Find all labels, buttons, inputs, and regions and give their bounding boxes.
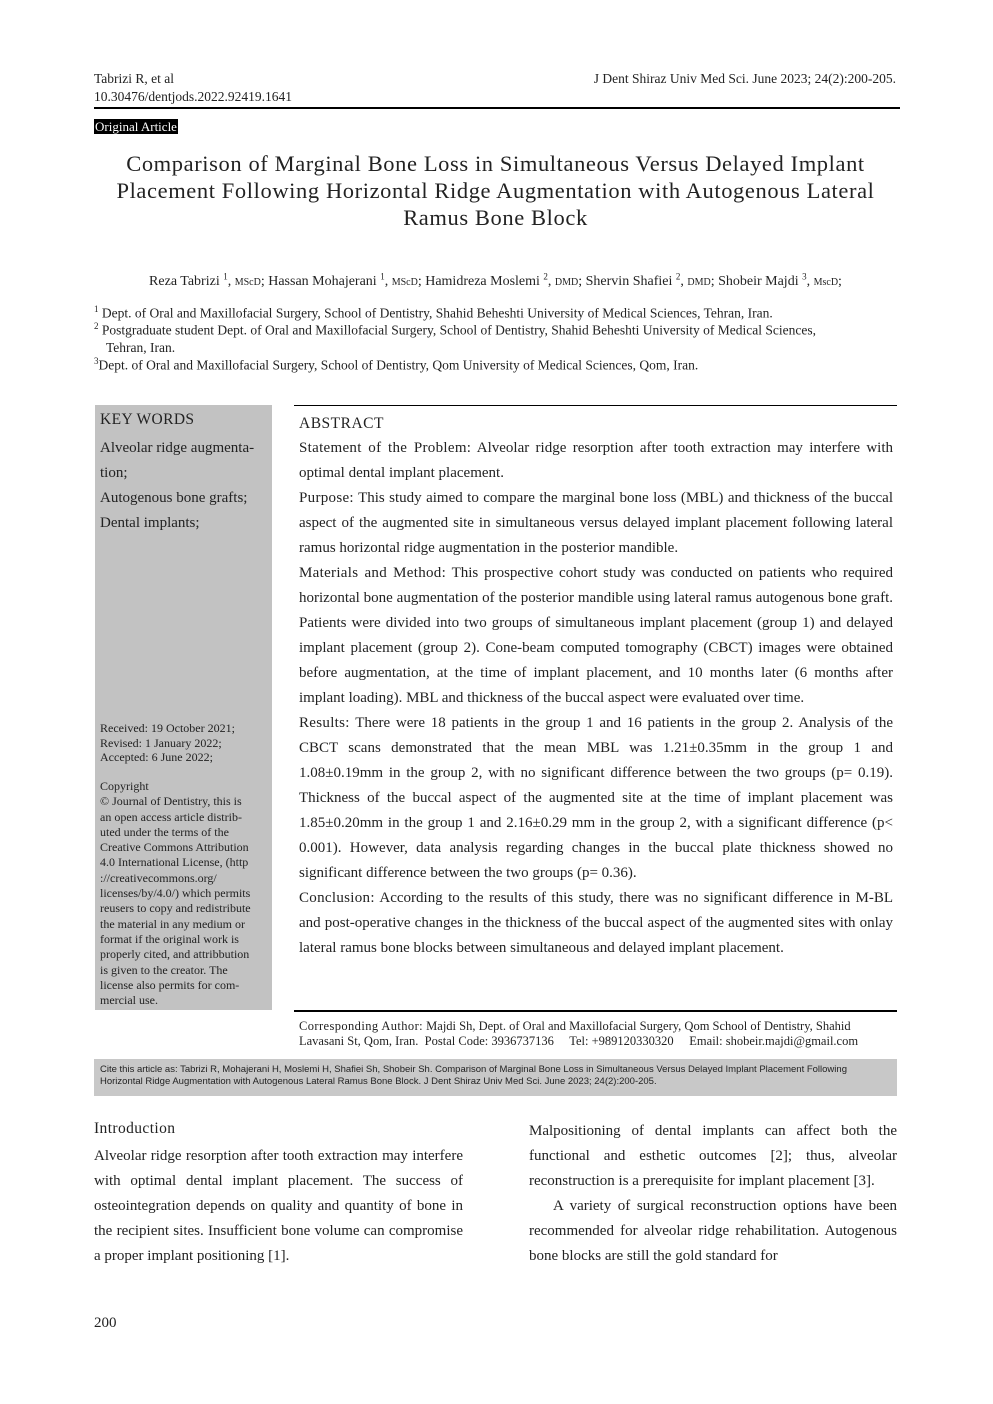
abstract-methods: Materials and Method: This prospective cohort study was conducted on patients who required horizontal bone augmentation of the posterior mandible using lateral ramus autogenous bone graft. Patients were divided into two groups of simultaneous implant placement (group 1) and delayed implant placement (group 2). Cone-beam computed tomography (CBCT) images were obtained before augmentation, at the time of implant placement, and 10 months later (6 months after implant loading). MBL and thickness of the buccal aspect were evaluated over time.	[299, 565, 893, 706]
keywords-list	[100, 436, 270, 536]
copyright-title: Copyright	[100, 779, 149, 793]
running-header-authors: Tabrizi R, et al	[94, 71, 175, 86]
corresponding-author: Corresponding Author: Majdi Sh, Dept. of Oral and Maxillofacial Surgery, Qom School of Dentistry, Shahid Lavasani St, Qom, Iran. Postal Code: 3936737136 Tel: +989120330320 Email: shobeir.majdi@gmail.com	[299, 1019, 859, 1048]
abstract-purpose: Purpose: This study aimed to compare the marginal bone loss (MBL) and thickness of the buccal aspect of the augmented site in simultaneous versus delayed implant placement following lateral ramus horizontal ridge augmentation in the posterior mandible.	[299, 490, 893, 556]
article-dates	[100, 721, 272, 765]
introduction-right-column: Malpositioning of dental implants can affect both the functional and esthetic outcomes [2]; thus, alveolar reconstruction is a prerequisite for implant placement [3]. A variety of surgical reconstruction options have been recommended for alveolar ridge rehabilitation. Autogenous bone blocks are still the gold standard for	[529, 1123, 897, 1264]
abstract-heading: ABSTRACT	[299, 415, 384, 432]
doi: 10.30476/dentjods.2022.92419.1641	[94, 89, 292, 104]
page-number: 200	[94, 1315, 117, 1331]
cite-this-article: Cite this article as: Tabrizi R, Mohajerani H, Moslemi H, Shafiei Sh, Shobeir Sh. Comparison of Marginal Bone Loss in Simultaneous Versus Delayed Implant Placement Following Horizontal Ridge Augmentation with Autogenous Lateral Ramus Bone Block. J Dent Shiraz Univ Med Sci. June 2023; 24(2):200-205.	[100, 1064, 847, 1087]
author-list	[94, 266, 897, 293]
abstract-problem: Statement of the Problem: Alveolar ridge resorption after tooth extraction may interfere with optimal dental implant placement.	[299, 440, 893, 481]
author: Reza Tabrizi $^1$, MScD;	[149, 271, 265, 289]
keyword: tion;	[100, 465, 128, 481]
keywords-title: KEY WORDS	[100, 411, 195, 428]
keyword: Dental implants;	[100, 515, 200, 531]
abstract-conclusion: Conclusion: According to the results of this study, there was no significant difference in M-BL and post-operative changes in the thickness of the buccal aspect of the augmented sites with onlay lateral ramus bone blocks between simultaneous and delayed implant placement.	[299, 890, 893, 956]
revised-date: Revised: 1 January 2022;	[100, 735, 222, 750]
article-type-badge	[94, 118, 178, 136]
abstract-top-rule	[294, 405, 897, 406]
copyright-notice: Copyright © Journal of Dentistry, this is an open access article distrib- uted under the terms of the Creative Commons Attribution 4.0 International License, (http ://creativecommons.org/ licenses/by/4.0/) which permits reusers to copy and redistribute the material in any medium or format if the original work is properly cited, and attribbution is given to the creator. The license also permits for com- mercial use.	[100, 779, 270, 1008]
author: Shobeir Majdi $^3$, MscD;	[718, 271, 842, 289]
affiliation-1: $^1$ Dept. of Oral and Maxillofacial Surgery, School of Dentistry, Shahid Beheshti University of Medical Sciences, Tehran, Iran.	[94, 304, 773, 321]
affiliation-3: $^3$Dept. of Oral and Maxillofacial Surgery, School of Dentistry, Qom University of Medical Sciences, Qom, Iran.	[94, 356, 699, 373]
article-title: Comparison of Marginal Bone Loss in Simultaneous Versus Delayed Implant Placement Following Horizontal Ridge Augmentation with Autogenous Lateral Ramus Bone Block	[116, 151, 875, 230]
journal-citation: J Dent Shiraz Univ Med Sci. June 2023; 24(2):200-205.	[593, 71, 896, 86]
introduction-heading: Introduction	[94, 1120, 176, 1137]
abstract	[299, 411, 893, 961]
author: Hassan Mohajerani $^1$, MScD;	[268, 271, 422, 289]
article-type: Original Article	[95, 119, 177, 134]
introduction-left-column: Alveolar ridge resorption after tooth extraction may interfere with optimal dental implant placement. The success of osteointegration depends on quality and quantity of bone in the recipient sites. Insufficient bone volume can compromise a proper implant positioning [1].	[94, 1148, 463, 1264]
author: Hamidreza Moslemi $^2$, DMD;	[425, 271, 583, 289]
abstract-bottom-rule	[294, 1010, 897, 1012]
keyword: Autogenous bone grafts;	[100, 490, 248, 506]
affiliation-2: $^2$ Postgraduate student Dept. of Oral and Maxillofacial Surgery, School of Dentistry, Shahid Beheshti University of Medical Sciences, Tehran, Iran.	[94, 321, 816, 355]
received-date: Received: 19 October 2021;	[100, 721, 235, 735]
accepted-date: Accepted: 6 June 2022;	[100, 750, 213, 764]
abstract-results: Results: There were 18 patients in the group 1 and 16 patients in the group 2. Analysis of the CBCT scans demonstrated that the mean MBL was 1.21±0.35mm in the group 1 and 1.08±0.19mm in the group 2, with no significant difference between the two groups (p= 0.19). Thickness of the buccal aspect of the augmented site at the time of implant placement was 1.85±0.20mm in the group 1 and 2.16±0.29 mm in the group 2, with a significant difference (p< 0.001). However, data analysis regarding changes in the buccal plate thickness showed no significant difference between the two groups (p= 0.36).	[299, 715, 893, 881]
keyword: Alveolar ridge augmenta-	[100, 440, 255, 456]
author: Shervin Shafiei $^2$, DMD;	[585, 271, 715, 289]
header-rule	[94, 107, 900, 109]
